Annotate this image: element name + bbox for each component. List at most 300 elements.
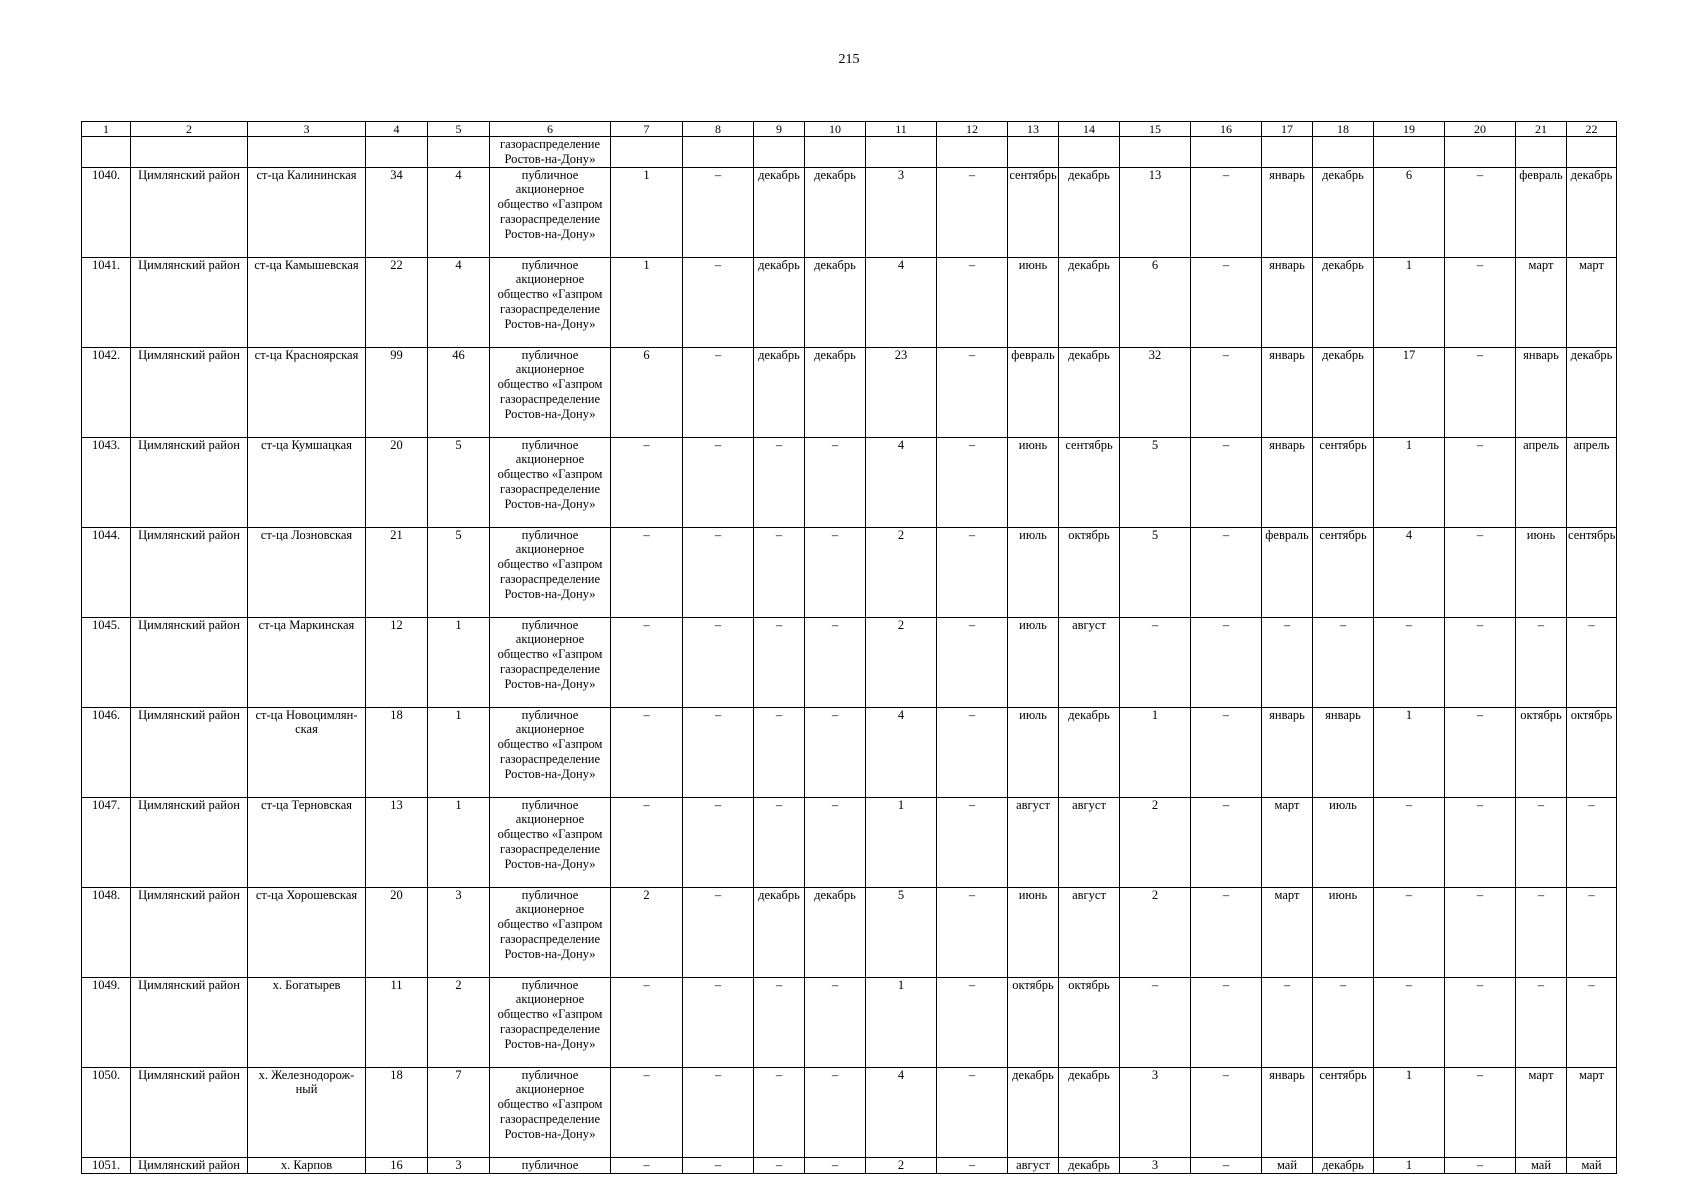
cell-col-22: март	[1567, 257, 1617, 347]
page-number: 215	[838, 52, 860, 67]
cell-col-2: Цимлянский район	[131, 1157, 248, 1173]
table-row	[82, 437, 1617, 527]
cell-col-3: ст-ца Новоцимлян- ская	[248, 707, 366, 797]
cell-col-14: 14	[1059, 122, 1120, 137]
cell-col-10: –	[805, 797, 866, 887]
cell-col-12	[937, 137, 1008, 168]
cell-col-4: 34	[366, 167, 428, 257]
cell-col-5: 5	[428, 122, 490, 137]
cell-col-7: 1	[611, 257, 683, 347]
cell-col-14: август	[1059, 887, 1120, 977]
cell-col-17: февраль	[1262, 527, 1313, 617]
cell-col-9: декабрь	[754, 347, 805, 437]
cell-col-3: 3	[248, 122, 366, 137]
cell-col-12: –	[937, 977, 1008, 1067]
cell-col-13: июль	[1008, 527, 1059, 617]
cell-col-9: –	[754, 707, 805, 797]
cell-col-11: 4	[866, 257, 937, 347]
cell-col-14: декабрь	[1059, 167, 1120, 257]
cell-col-19: 1	[1374, 437, 1445, 527]
cell-col-20: –	[1445, 617, 1516, 707]
table-row	[82, 797, 1617, 887]
cell-col-12: –	[937, 347, 1008, 437]
cell-col-3: х. Богатырев	[248, 977, 366, 1067]
cell-col-8: –	[683, 707, 754, 797]
cell-col-7: –	[611, 1157, 683, 1173]
cell-col-19	[1374, 137, 1445, 168]
cell-col-1: 1	[82, 122, 131, 137]
cell-col-15: –	[1120, 977, 1191, 1067]
cell-col-16	[1191, 137, 1262, 168]
cell-col-21: январь	[1516, 347, 1567, 437]
cell-col-5: 7	[428, 1067, 490, 1157]
cell-col-19: 1	[1374, 707, 1445, 797]
cell-col-1: 1040.	[82, 167, 131, 257]
table-row	[82, 617, 1617, 707]
cell-col-4: 99	[366, 347, 428, 437]
cell-col-21: –	[1516, 977, 1567, 1067]
cell-col-5: 3	[428, 887, 490, 977]
cell-col-6: публичное акционерное общество «Газпром газораспределение Ростов-на-Дону»	[490, 347, 611, 437]
cell-col-16: –	[1191, 1067, 1262, 1157]
table-row	[82, 527, 1617, 617]
cell-col-2: Цимлянский район	[131, 257, 248, 347]
cell-col-15: 6	[1120, 257, 1191, 347]
cell-col-16: –	[1191, 887, 1262, 977]
cell-col-18: сентябрь	[1313, 1067, 1374, 1157]
cell-col-2: Цимлянский район	[131, 1067, 248, 1157]
cell-col-21: –	[1516, 797, 1567, 887]
cell-col-7: –	[611, 977, 683, 1067]
cell-col-8: –	[683, 167, 754, 257]
cell-col-16: –	[1191, 1157, 1262, 1173]
cell-col-12: –	[937, 257, 1008, 347]
cell-col-8: –	[683, 887, 754, 977]
cell-col-19: 1	[1374, 1157, 1445, 1173]
cell-col-19: 1	[1374, 257, 1445, 347]
cell-col-19: 1	[1374, 1067, 1445, 1157]
cell-col-11: 2	[866, 617, 937, 707]
cell-col-21: октябрь	[1516, 707, 1567, 797]
cell-col-18: сентябрь	[1313, 437, 1374, 527]
cell-col-12: –	[937, 887, 1008, 977]
cell-col-19: 19	[1374, 122, 1445, 137]
cell-col-6: публичное акционерное общество «Газпром газораспределение Ростов-на-Дону»	[490, 167, 611, 257]
cell-col-18	[1313, 137, 1374, 168]
cell-col-11: 2	[866, 527, 937, 617]
table-row	[82, 887, 1617, 977]
cell-col-15: 1	[1120, 707, 1191, 797]
cell-col-2: Цимлянский район	[131, 437, 248, 527]
cell-col-4: 18	[366, 707, 428, 797]
cell-col-20: –	[1445, 707, 1516, 797]
cell-col-22	[1567, 137, 1617, 168]
cell-col-18: декабрь	[1313, 167, 1374, 257]
cell-col-17: январь	[1262, 347, 1313, 437]
cell-col-5: 2	[428, 977, 490, 1067]
cell-col-20: –	[1445, 527, 1516, 617]
cell-col-18: июль	[1313, 797, 1374, 887]
cell-col-10: декабрь	[805, 887, 866, 977]
cell-col-17: –	[1262, 617, 1313, 707]
cell-col-9: –	[754, 437, 805, 527]
cell-col-6: 6	[490, 122, 611, 137]
cell-col-13: декабрь	[1008, 1067, 1059, 1157]
cell-col-13: июнь	[1008, 437, 1059, 527]
cell-col-17: –	[1262, 977, 1313, 1067]
cell-col-16: –	[1191, 167, 1262, 257]
cell-col-4: 13	[366, 797, 428, 887]
cell-col-18: декабрь	[1313, 1157, 1374, 1173]
cell-col-20	[1445, 137, 1516, 168]
cell-col-1: 1050.	[82, 1067, 131, 1157]
cell-col-20: –	[1445, 347, 1516, 437]
cell-col-21	[1516, 137, 1567, 168]
cell-col-18: –	[1313, 977, 1374, 1067]
cell-col-22: –	[1567, 797, 1617, 887]
cell-col-8: 8	[683, 122, 754, 137]
cell-col-5: 5	[428, 437, 490, 527]
cell-col-8: –	[683, 617, 754, 707]
cell-col-6: публичное акционерное общество «Газпром газораспределение Ростов-на-Дону»	[490, 527, 611, 617]
cell-col-22: декабрь	[1567, 347, 1617, 437]
cell-col-3: ст-ца Лозновская	[248, 527, 366, 617]
cell-col-15	[1120, 137, 1191, 168]
cell-col-18: декабрь	[1313, 257, 1374, 347]
cell-col-22: сентябрь	[1567, 527, 1617, 617]
cell-col-15: 15	[1120, 122, 1191, 137]
cell-col-10: –	[805, 977, 866, 1067]
cell-col-2: Цимлянский район	[131, 527, 248, 617]
cell-col-20: –	[1445, 167, 1516, 257]
cell-col-6: публичное акционерное общество «Газпром газораспределение Ростов-на-Дону»	[490, 887, 611, 977]
cell-col-16: –	[1191, 347, 1262, 437]
cell-col-17: март	[1262, 797, 1313, 887]
table-row	[82, 1067, 1617, 1157]
cell-col-13: октябрь	[1008, 977, 1059, 1067]
cell-col-9	[754, 137, 805, 168]
cell-col-14: декабрь	[1059, 257, 1120, 347]
continuation-row	[82, 137, 1617, 168]
cell-col-3: х. Карпов	[248, 1157, 366, 1173]
cell-col-18: 18	[1313, 122, 1374, 137]
cell-col-17: январь	[1262, 1067, 1313, 1157]
cell-col-19: –	[1374, 887, 1445, 977]
cell-col-2	[131, 137, 248, 168]
cell-col-1: 1049.	[82, 977, 131, 1067]
cell-col-8: –	[683, 347, 754, 437]
cell-col-10: декабрь	[805, 167, 866, 257]
cell-col-14: сентябрь	[1059, 437, 1120, 527]
cell-col-12: –	[937, 617, 1008, 707]
cell-col-9: декабрь	[754, 887, 805, 977]
cell-col-18: июнь	[1313, 887, 1374, 977]
cell-col-5	[428, 137, 490, 168]
cell-col-2: Цимлянский район	[131, 617, 248, 707]
cell-col-5: 4	[428, 167, 490, 257]
cell-col-17: январь	[1262, 707, 1313, 797]
table-row	[82, 167, 1617, 257]
cell-col-11: 23	[866, 347, 937, 437]
cell-col-12: –	[937, 1157, 1008, 1173]
cell-col-6: публичное акционерное общество «Газпром газораспределение Ростов-на-Дону»	[490, 707, 611, 797]
cell-col-6: публичное акционерное общество «Газпром газораспределение Ростов-на-Дону»	[490, 1067, 611, 1157]
cell-col-19: –	[1374, 797, 1445, 887]
cell-col-17: январь	[1262, 257, 1313, 347]
cell-col-18: декабрь	[1313, 347, 1374, 437]
cell-col-21: май	[1516, 1157, 1567, 1173]
cell-col-10: декабрь	[805, 257, 866, 347]
cell-col-4: 4	[366, 122, 428, 137]
cell-col-22: октябрь	[1567, 707, 1617, 797]
cell-col-4: 11	[366, 977, 428, 1067]
cell-col-3: ст-ца Кумшацкая	[248, 437, 366, 527]
cell-col-5: 1	[428, 797, 490, 887]
cell-col-2: Цимлянский район	[131, 797, 248, 887]
cell-col-19: –	[1374, 617, 1445, 707]
cell-col-7: –	[611, 707, 683, 797]
cell-col-8	[683, 137, 754, 168]
cell-col-3: ст-ца Хорошевская	[248, 887, 366, 977]
table-row	[82, 347, 1617, 437]
cell-col-1	[82, 137, 131, 168]
cell-col-18: сентябрь	[1313, 527, 1374, 617]
cell-col-13: июль	[1008, 617, 1059, 707]
cell-col-13: июль	[1008, 707, 1059, 797]
cell-col-2: Цимлянский район	[131, 167, 248, 257]
cell-col-19: –	[1374, 977, 1445, 1067]
cell-col-22: 22	[1567, 122, 1617, 137]
cell-col-22: –	[1567, 887, 1617, 977]
cell-col-5: 46	[428, 347, 490, 437]
cell-col-10: –	[805, 1067, 866, 1157]
cell-col-12: –	[937, 527, 1008, 617]
cell-col-9: 9	[754, 122, 805, 137]
cell-col-14: декабрь	[1059, 347, 1120, 437]
cell-col-9: –	[754, 1157, 805, 1173]
cell-col-14	[1059, 137, 1120, 168]
cell-col-2: Цимлянский район	[131, 977, 248, 1067]
cell-col-13: июнь	[1008, 257, 1059, 347]
cell-col-7: 1	[611, 167, 683, 257]
cell-col-13: август	[1008, 1157, 1059, 1173]
cell-col-4: 18	[366, 1067, 428, 1157]
cell-col-11: 5	[866, 887, 937, 977]
cell-col-9: –	[754, 617, 805, 707]
cell-col-13: июнь	[1008, 887, 1059, 977]
cell-col-7: –	[611, 437, 683, 527]
cell-col-10: –	[805, 437, 866, 527]
table-row	[82, 707, 1617, 797]
cell-col-17: январь	[1262, 167, 1313, 257]
cell-col-15: 5	[1120, 527, 1191, 617]
cell-col-7: –	[611, 617, 683, 707]
cell-col-5: 4	[428, 257, 490, 347]
cell-col-12: 12	[937, 122, 1008, 137]
cell-col-1: 1048.	[82, 887, 131, 977]
cell-col-7: 6	[611, 347, 683, 437]
cell-col-11: 1	[866, 977, 937, 1067]
cell-col-14: октябрь	[1059, 527, 1120, 617]
cell-col-11: 4	[866, 1067, 937, 1157]
cell-col-14: декабрь	[1059, 1157, 1120, 1173]
cell-col-22: апрель	[1567, 437, 1617, 527]
table-body	[82, 122, 1617, 1174]
cell-col-11: 3	[866, 167, 937, 257]
cell-col-4: 16	[366, 1157, 428, 1173]
cell-col-21: –	[1516, 887, 1567, 977]
cell-col-6: публичное акционерное общество «Газпром газораспределение Ростов-на-Дону»	[490, 617, 611, 707]
cell-col-12: –	[937, 1067, 1008, 1157]
cell-col-10: –	[805, 1157, 866, 1173]
cell-col-6: публичное акционерное общество «Газпром газораспределение Ростов-на-Дону»	[490, 437, 611, 527]
cell-col-6: публичное	[490, 1157, 611, 1173]
cell-col-7: –	[611, 797, 683, 887]
cell-col-16: –	[1191, 437, 1262, 527]
cell-col-1: 1045.	[82, 617, 131, 707]
cell-col-16: –	[1191, 797, 1262, 887]
cell-col-15: 13	[1120, 167, 1191, 257]
cell-col-14: декабрь	[1059, 707, 1120, 797]
cell-col-20: –	[1445, 1067, 1516, 1157]
cell-col-4: 12	[366, 617, 428, 707]
data-table	[81, 121, 1617, 1174]
cell-col-17: май	[1262, 1157, 1313, 1173]
cell-col-16: –	[1191, 977, 1262, 1067]
cell-col-10	[805, 137, 866, 168]
cell-col-16: –	[1191, 257, 1262, 347]
cell-col-20: –	[1445, 437, 1516, 527]
cell-col-6: публичное акционерное общество «Газпром газораспределение Ростов-на-Дону»	[490, 977, 611, 1067]
cell-col-1: 1043.	[82, 437, 131, 527]
cell-col-21: апрель	[1516, 437, 1567, 527]
table-row	[82, 1157, 1617, 1173]
cell-col-6: публичное акционерное общество «Газпром газораспределение Ростов-на-Дону»	[490, 797, 611, 887]
cell-col-4: 22	[366, 257, 428, 347]
cell-col-16: 16	[1191, 122, 1262, 137]
table-row	[82, 977, 1617, 1067]
cell-col-4: 21	[366, 527, 428, 617]
cell-col-2: Цимлянский район	[131, 347, 248, 437]
cell-col-11: 1	[866, 797, 937, 887]
cell-col-15: 2	[1120, 887, 1191, 977]
cell-col-10: 10	[805, 122, 866, 137]
cell-col-13	[1008, 137, 1059, 168]
cell-col-19: 6	[1374, 167, 1445, 257]
cell-col-7: –	[611, 527, 683, 617]
cell-col-4: 20	[366, 437, 428, 527]
cell-col-1: 1047.	[82, 797, 131, 887]
cell-col-15: 3	[1120, 1067, 1191, 1157]
cell-col-10: –	[805, 617, 866, 707]
cell-col-1: 1046.	[82, 707, 131, 797]
cell-col-13: 13	[1008, 122, 1059, 137]
cell-col-9: –	[754, 797, 805, 887]
cell-col-8: –	[683, 977, 754, 1067]
cell-col-2: 2	[131, 122, 248, 137]
cell-col-1: 1044.	[82, 527, 131, 617]
cell-col-22: декабрь	[1567, 167, 1617, 257]
cell-col-1: 1051.	[82, 1157, 131, 1173]
cell-col-19: 17	[1374, 347, 1445, 437]
cell-col-3: ст-ца Красноярская	[248, 347, 366, 437]
cell-col-17	[1262, 137, 1313, 168]
cell-col-13: февраль	[1008, 347, 1059, 437]
cell-col-12: –	[937, 167, 1008, 257]
cell-col-11: 11	[866, 122, 937, 137]
cell-col-9: –	[754, 1067, 805, 1157]
cell-col-14: август	[1059, 797, 1120, 887]
cell-col-8: –	[683, 527, 754, 617]
cell-col-4	[366, 137, 428, 168]
cell-col-7: –	[611, 1067, 683, 1157]
cell-col-3: ст-ца Камышевская	[248, 257, 366, 347]
cell-col-20: –	[1445, 887, 1516, 977]
cell-col-10: –	[805, 707, 866, 797]
cell-col-21: –	[1516, 617, 1567, 707]
cell-col-20: –	[1445, 977, 1516, 1067]
cell-col-21: март	[1516, 1067, 1567, 1157]
cell-col-3: ст-ца Маркинская	[248, 617, 366, 707]
cell-col-7: 2	[611, 887, 683, 977]
table-row	[82, 257, 1617, 347]
cell-col-10: декабрь	[805, 347, 866, 437]
cell-col-22: –	[1567, 617, 1617, 707]
cell-col-20: –	[1445, 1157, 1516, 1173]
cell-col-1: 1042.	[82, 347, 131, 437]
cell-col-18: январь	[1313, 707, 1374, 797]
cell-col-21: 21	[1516, 122, 1567, 137]
cell-col-16: –	[1191, 707, 1262, 797]
cell-col-5: 5	[428, 527, 490, 617]
cell-col-3: х. Железнодорож- ный	[248, 1067, 366, 1157]
cell-col-13: сентябрь	[1008, 167, 1059, 257]
cell-col-5: 1	[428, 707, 490, 797]
cell-col-15: 5	[1120, 437, 1191, 527]
cell-col-6: публичное акционерное общество «Газпром газораспределение Ростов-на-Дону»	[490, 257, 611, 347]
cell-col-17: март	[1262, 887, 1313, 977]
cell-col-8: –	[683, 797, 754, 887]
cell-col-9: декабрь	[754, 257, 805, 347]
cell-col-2: Цимлянский район	[131, 707, 248, 797]
cell-col-17: 17	[1262, 122, 1313, 137]
cell-col-22: май	[1567, 1157, 1617, 1173]
cell-col-5: 1	[428, 617, 490, 707]
cell-col-11: 4	[866, 707, 937, 797]
cell-col-3	[248, 137, 366, 168]
cell-col-12: –	[937, 707, 1008, 797]
cell-col-8: –	[683, 437, 754, 527]
cell-col-1: 1041.	[82, 257, 131, 347]
cell-col-5: 3	[428, 1157, 490, 1173]
cell-col-16: –	[1191, 527, 1262, 617]
cell-col-8: –	[683, 257, 754, 347]
cell-col-16: –	[1191, 617, 1262, 707]
cell-col-9: декабрь	[754, 167, 805, 257]
cell-col-20: –	[1445, 257, 1516, 347]
cell-col-21: март	[1516, 257, 1567, 347]
cell-col-2: Цимлянский район	[131, 887, 248, 977]
cell-col-11: 4	[866, 437, 937, 527]
cell-col-20: 20	[1445, 122, 1516, 137]
cell-col-15: 32	[1120, 347, 1191, 437]
cell-col-7	[611, 137, 683, 168]
cell-col-9: –	[754, 977, 805, 1067]
cell-col-6: газораспределение Ростов-на-Дону»	[490, 137, 611, 168]
cell-col-7: 7	[611, 122, 683, 137]
cell-col-21: июнь	[1516, 527, 1567, 617]
cell-col-14: август	[1059, 617, 1120, 707]
